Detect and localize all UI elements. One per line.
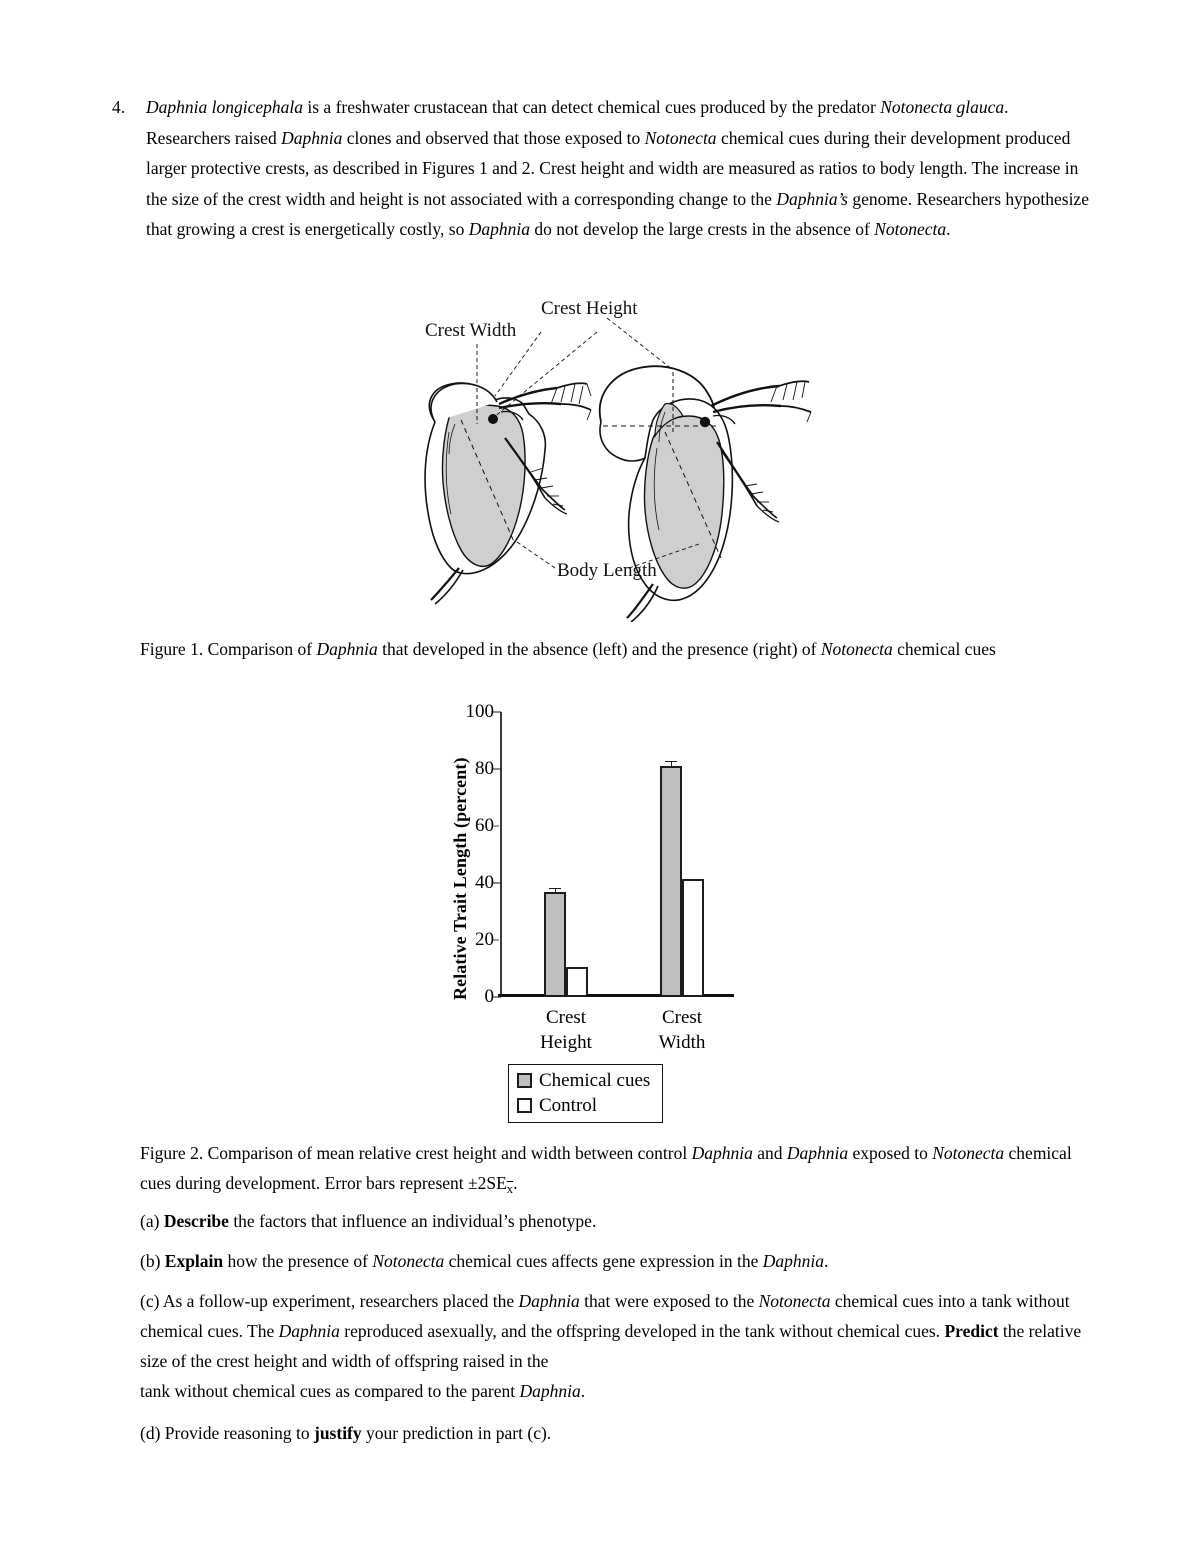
figure1-label-body-length: Body Length bbox=[557, 560, 657, 581]
question-part-a: (a) Describe the factors that influence an individual’s phenotype. bbox=[140, 1211, 597, 1231]
error-bar bbox=[671, 762, 672, 766]
y-axis-label bbox=[430, 712, 470, 1002]
figure-2 bbox=[0, 700, 1200, 1130]
bar-control bbox=[566, 967, 588, 997]
y-axis-tick-label: 20 bbox=[475, 929, 494, 950]
question-number: 4. bbox=[112, 97, 126, 117]
x-axis-category-label: Crest Width bbox=[658, 1007, 706, 1053]
figure-2-caption: Figure 2. Comparison of mean relative crest height and width between control Daphnia and Daphnia exposed to Notonecta chemical cues during development. Error bars represent $\pm 2SE_{\overline{x}}$. bbox=[140, 1143, 1072, 1197]
error-bar-cap bbox=[549, 888, 561, 889]
legend-item-control bbox=[517, 1093, 650, 1118]
y-axis-tick-label: 80 bbox=[475, 758, 494, 779]
error-bar-notation: $\pm 2SE_{\overline{x}}$ bbox=[468, 1173, 514, 1197]
y-axis-label-text: Relative Trait Length (percent) bbox=[450, 757, 470, 1000]
legend-label-chemical-cues: Chemical cues bbox=[539, 1070, 651, 1091]
error-bar bbox=[555, 889, 556, 891]
question-part-b: (b) Explain how the presence of Notonecta chemical cues affects gene expression in the Daphnia. bbox=[140, 1251, 829, 1271]
figure1-label-crest-width: Crest Width bbox=[425, 320, 517, 341]
y-axis-tick-label: 100 bbox=[465, 701, 494, 722]
error-bar-cap bbox=[665, 761, 677, 762]
question-text: Daphnia longicephala is a freshwater crustacean that can detect chemical cues produced by the predator Notonecta glauca. Researchers raised Daphnia clones and observed that those exposed to Notonecta chemical cues during their development produced larger protective crests, as described in Figures 1 and 2. Crest height and width are measured as ratios to body length. The increase in the size of the crest width and height is not associated with a corresponding change to the Daphnia’s genome. Researchers hypothesize that growing a crest is energetically costly, so Daphnia do not develop the large crests in the absence of Notonecta. bbox=[146, 97, 1089, 239]
legend-label-control: Control bbox=[539, 1095, 598, 1116]
question-part-c: (c) As a follow-up experiment, researchers placed the Daphnia that were exposed to the Notonecta chemical cues into a tank without chemical cues. The Daphnia reproduced asexually, and the offspring developed in the tank without chemical cues. Predict the relative size of the crest height and width of offspring raised in the tank without chemical cues as compared to the parent Daphnia. bbox=[140, 1291, 1082, 1401]
y-axis-tick-label: 0 bbox=[484, 986, 494, 1007]
plot-area bbox=[465, 701, 732, 1007]
chart-legend bbox=[508, 1064, 663, 1123]
bar-chemical-cues bbox=[660, 766, 682, 997]
question-part-d: (d) Provide reasoning to justify your prediction in part (c). bbox=[140, 1423, 552, 1443]
question-stem bbox=[112, 92, 1092, 245]
y-axis-tick-label: 60 bbox=[475, 815, 494, 836]
daphnia-comparison-diagram bbox=[365, 292, 835, 622]
bar-chart bbox=[430, 700, 770, 1130]
bar-control bbox=[682, 879, 704, 997]
figure-1-caption: Figure 1. Comparison of Daphnia that developed in the absence (left) and the presence (right) of Notonecta chemical cues bbox=[140, 639, 996, 659]
x-axis-category-label: Crest Height bbox=[540, 1007, 592, 1053]
legend-item-chemical-cues bbox=[517, 1068, 650, 1093]
y-axis-tick-label: 40 bbox=[475, 872, 494, 893]
bar-group bbox=[500, 712, 732, 997]
figure-1 bbox=[0, 292, 1200, 622]
legend-swatch-chemical-cues bbox=[517, 1073, 532, 1088]
legend-swatch-control bbox=[517, 1098, 532, 1113]
figure1-label-crest-height: Crest Height bbox=[541, 298, 638, 319]
bar-chemical-cues bbox=[544, 892, 566, 997]
